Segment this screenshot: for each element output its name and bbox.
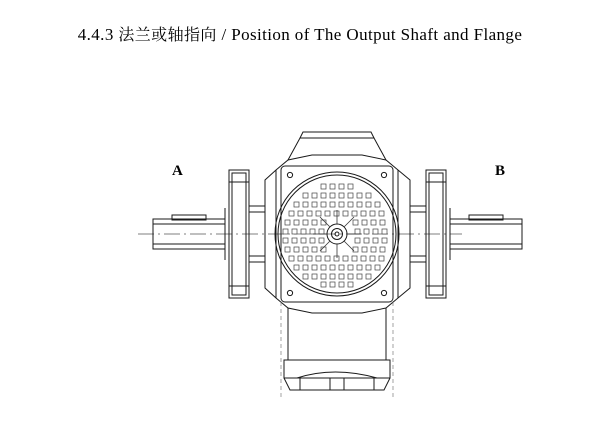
flange-label-b: B xyxy=(495,163,506,179)
left-output-shaft xyxy=(153,208,225,260)
section-title-english: Position of The Output Shaft and Flange xyxy=(231,25,523,44)
construction-lines xyxy=(281,302,393,400)
fan-hub-spokes xyxy=(313,210,361,258)
page-title xyxy=(0,22,600,45)
section-title-chinese: 法兰或轴指向 xyxy=(118,25,217,44)
gear-motor-drawing xyxy=(0,60,600,400)
gear-motor-diagram xyxy=(0,60,600,400)
flange-label-a: A xyxy=(172,163,183,179)
section-number: 4.4.3 xyxy=(77,25,114,44)
section-title-separator: / xyxy=(221,25,227,44)
